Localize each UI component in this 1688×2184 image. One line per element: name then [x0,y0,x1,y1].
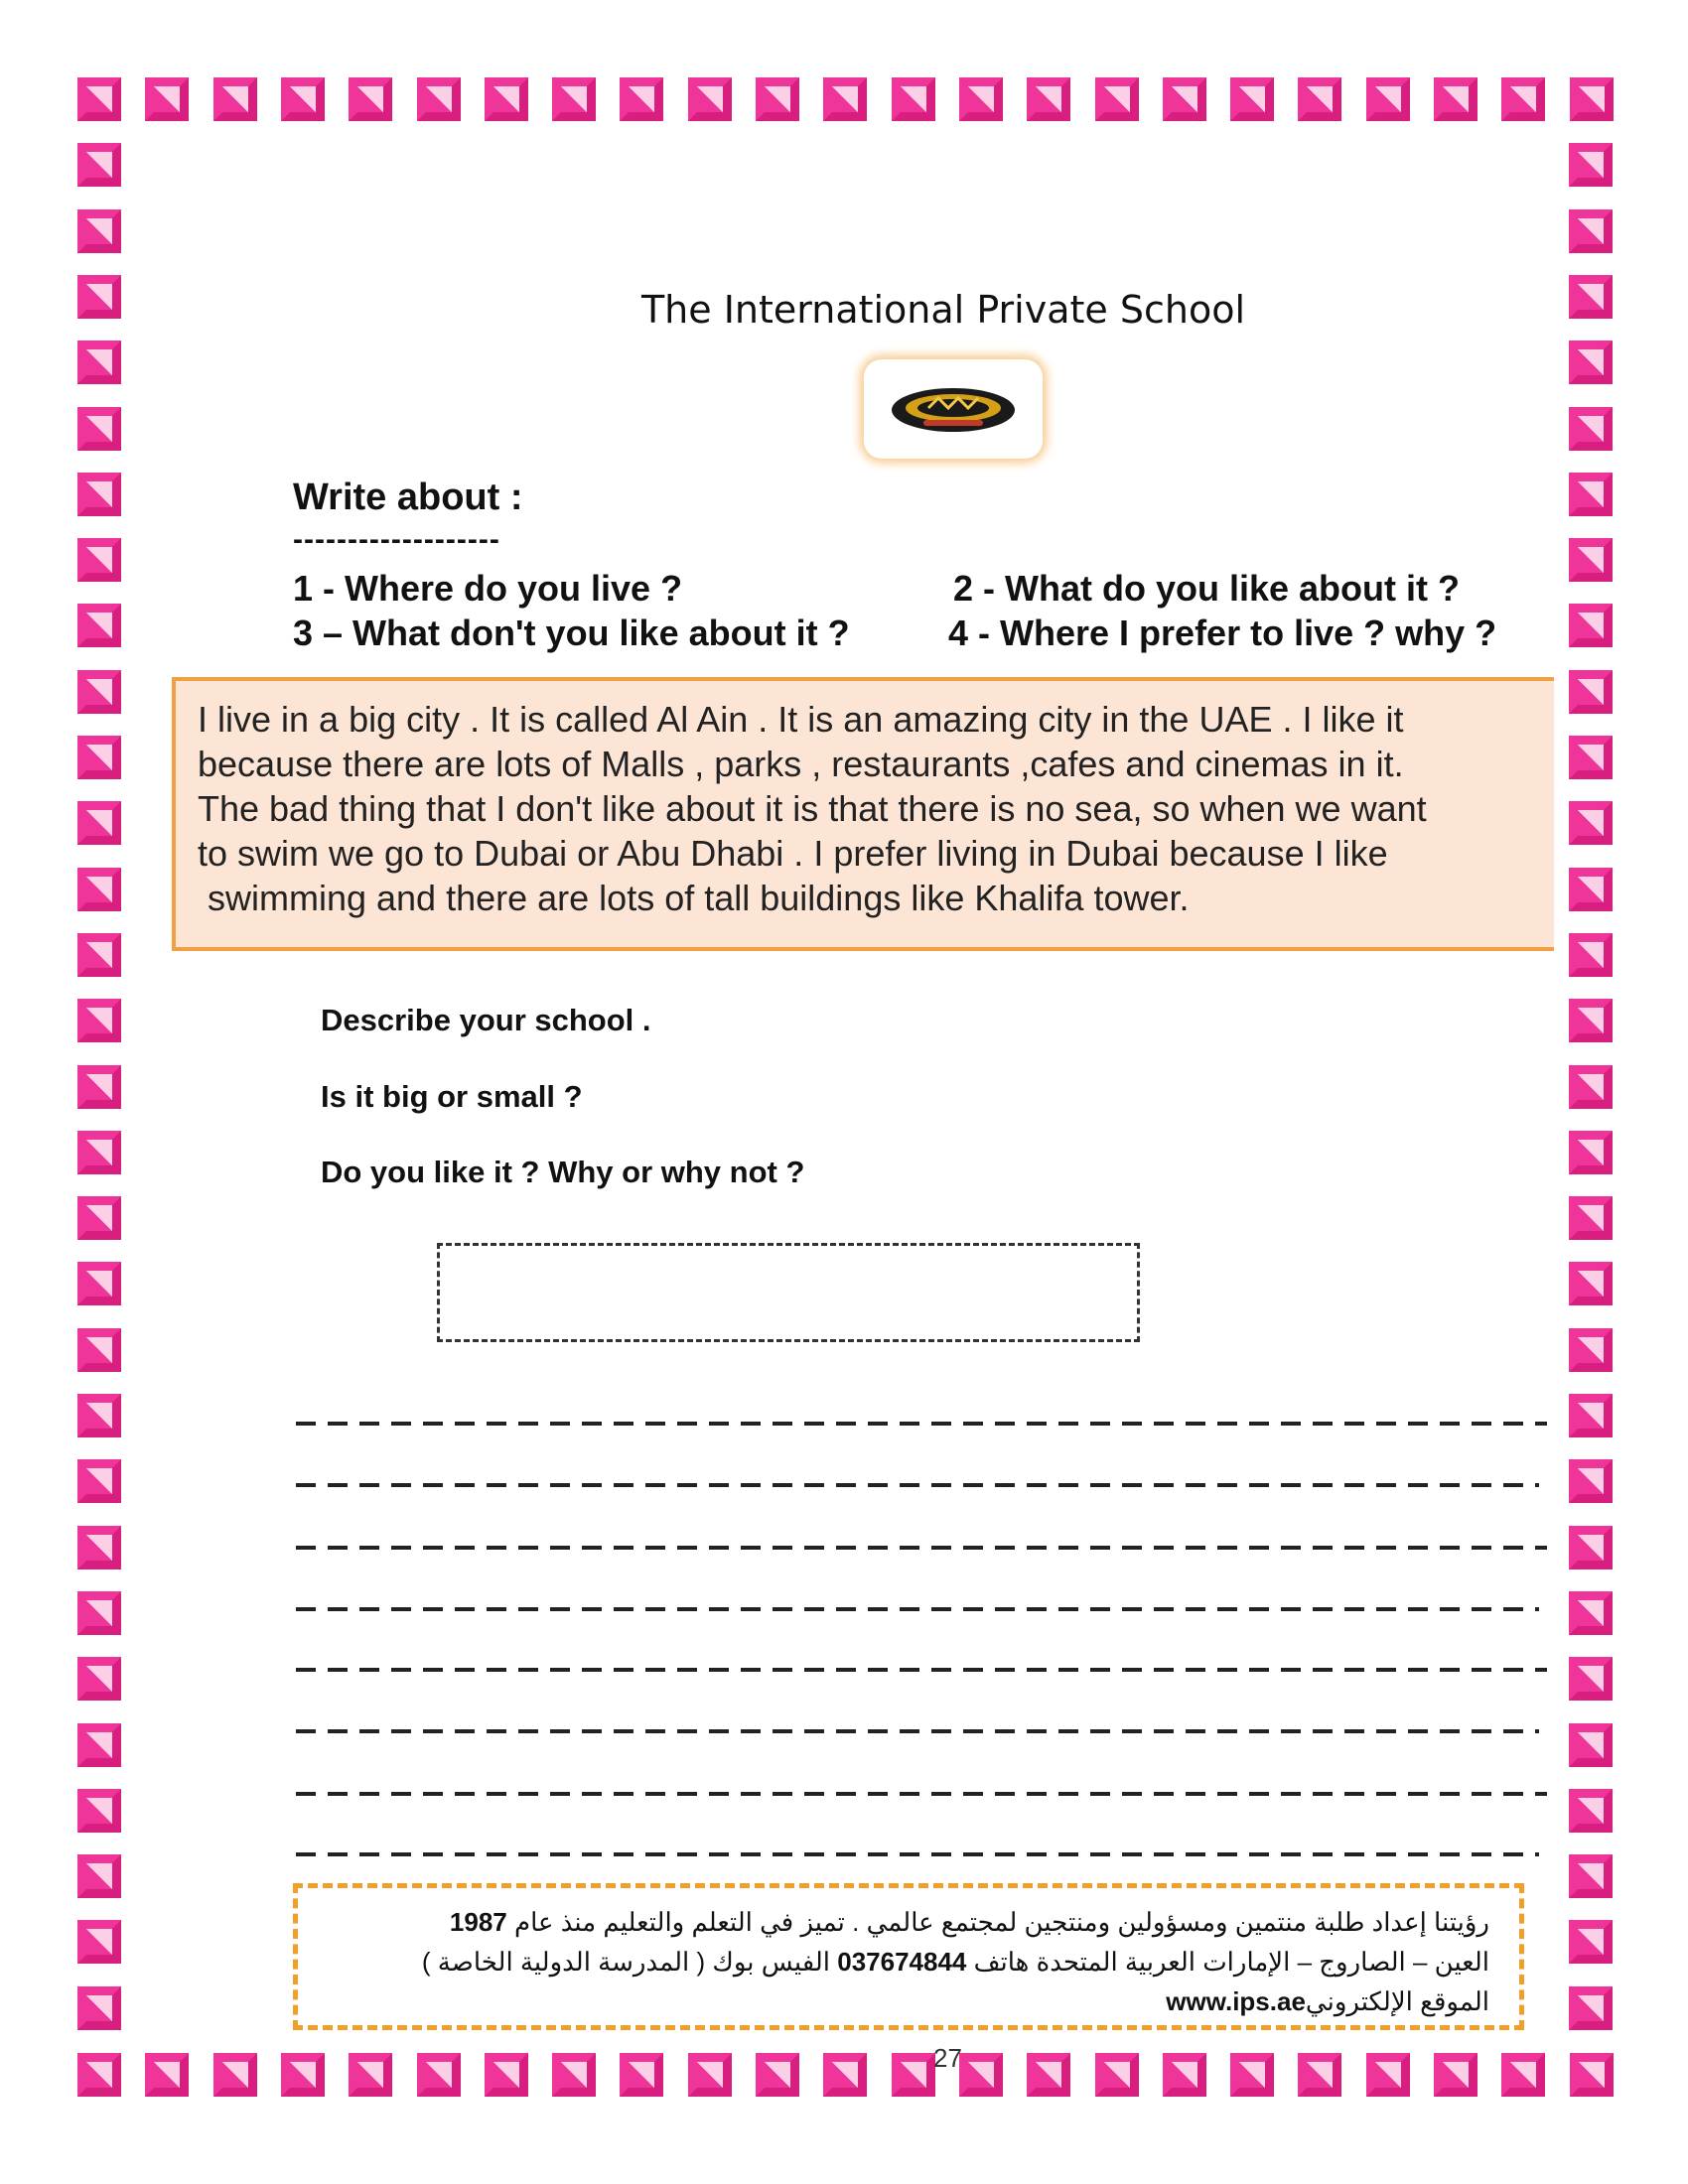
border-tile-icon [485,2053,528,2097]
border-tile-icon [1569,1591,1613,1635]
answer-line: because there are lots of Malls , parks , restaurants ,cafes and cinemas in it. [198,744,1404,784]
border-tile-icon [1163,77,1206,121]
border-tile-icon [77,999,121,1042]
border-tile-icon [77,1394,121,1437]
border-tile-icon [1569,1723,1613,1767]
question-1: 1 - Where do you live ? [293,568,683,609]
footer-address: العين – الصاروج – الإمارات العربية المتحدة هاتف [973,1947,1489,1977]
border-tile-icon [1569,1526,1613,1570]
border-tile-icon [77,209,121,253]
footer-website [318,1981,1489,2021]
border-tile-icon [77,407,121,451]
border-tile-icon [1569,407,1613,451]
border-tile-icon [281,2053,325,2097]
writing-line[interactable] [296,1422,1547,1426]
footer-year: 1987 [449,1907,507,1937]
border-tile-icon [688,2053,732,2097]
border-tile-icon [77,604,121,647]
border-tile-icon [1569,275,1613,319]
border-tile-icon [77,341,121,384]
border-tile-icon [349,77,392,121]
border-tile-icon [417,77,461,121]
writing-line[interactable] [296,1483,1539,1487]
border-tile-icon [77,1986,121,2030]
border-tile-icon [485,77,528,121]
border-tile-icon [1569,1986,1613,2030]
border-tile-icon [281,77,325,121]
border-tile-icon [77,1131,121,1174]
border-tile-icon [620,77,663,121]
border-tile-icon [77,1262,121,1305]
footer-contact [318,1942,1489,1981]
border-tile-icon [1366,77,1410,121]
answer-line: swimming and there are lots of tall buildings like Khalifa tower. [198,878,1190,918]
border-tile-icon [1570,77,1614,121]
border-tile-icon [145,77,189,121]
border-tile-icon [552,2053,596,2097]
border-tile-icon [892,2053,935,2097]
border-tile-icon [1569,473,1613,516]
border-tile-icon [77,868,121,911]
border-tile-icon [959,2053,1003,2097]
question-2: 2 - What do you like about it ? [953,568,1460,609]
border-tile-icon [77,1657,121,1701]
writing-line[interactable] [296,1729,1539,1733]
writing-line[interactable] [296,1852,1539,1856]
border-tile-icon [1570,2053,1614,2097]
prompt-big-or-small: Is it big or small ? [321,1079,583,1114]
answer-line: The bad thing that I don't like about it is that there is no sea, so when we want [198,788,1427,829]
border-tile-icon [1230,77,1274,121]
border-tile-icon [1569,209,1613,253]
border-tile-icon [1569,1262,1613,1305]
border-tile-icon [77,736,121,779]
border-tile-icon [77,670,121,714]
answer-box [172,677,1554,951]
writing-line[interactable] [296,1792,1547,1796]
border-tile-icon [1230,2053,1274,2097]
school-logo [864,359,1043,459]
border-tile-icon [1569,1328,1613,1372]
answer-text [198,697,1558,920]
border-tile-icon [77,2053,121,2097]
border-tile-icon [213,2053,257,2097]
border-tile-icon [1569,999,1613,1042]
border-tile-icon [77,275,121,319]
footer-vision-text: رؤيتنا إعداد طلبة منتمين ومسؤولين ومنتجين لمجتمع عالمي . تميز في التعلم والتعليم منذ عام [513,1907,1489,1937]
prompt-like-it: Do you like it ? Why or why not ? [321,1155,805,1189]
border-tile-icon [1569,1131,1613,1174]
footer-website-label: الموقع الإلكتروني [1305,1986,1489,2016]
border-tile-icon [1569,341,1613,384]
border-tile-icon [1569,670,1613,714]
border-tile-icon [77,473,121,516]
border-tile-icon [145,2053,189,2097]
border-tile-icon [1501,77,1545,121]
border-tile-icon [620,2053,663,2097]
heading-underline: ------------------- [293,523,500,556]
border-tile-icon [1569,1394,1613,1437]
border-tile-icon [1027,77,1070,121]
border-tile-icon [1569,868,1613,911]
border-tile-icon [688,77,732,121]
border-tile-icon [1569,1789,1613,1833]
border-tile-icon [77,1920,121,1964]
border-tile-icon [1569,1065,1613,1109]
page-number: 27 [933,2043,962,2073]
border-tile-icon [552,77,596,121]
footer-text [318,1902,1489,2021]
border-tile-icon [1434,2053,1477,2097]
border-tile-icon [77,77,121,121]
border-tile-icon [417,2053,461,2097]
border-tile-icon [1569,1196,1613,1240]
border-tile-icon [1298,77,1341,121]
border-tile-icon [77,538,121,582]
question-4: 4 - Where I prefer to live ? why ? [948,613,1497,653]
writing-line[interactable] [296,1546,1547,1550]
border-tile-icon [77,1591,121,1635]
border-tile-icon [892,77,935,121]
border-tile-icon [1569,1459,1613,1503]
border-tile-icon [756,77,799,121]
border-tile-icon [77,143,121,187]
footer-facebook: الفيس بوك ( المدرسة الدولية الخاصة ) [421,1947,830,1977]
border-tile-icon [823,2053,867,2097]
border-tile-icon [77,1196,121,1240]
border-tile-icon [1027,2053,1070,2097]
dashed-drawing-box[interactable] [437,1243,1140,1342]
border-tile-icon [77,1723,121,1767]
border-tile-icon [1095,2053,1139,2097]
border-tile-icon [1163,2053,1206,2097]
border-tile-icon [1434,77,1477,121]
border-tile-icon [1501,2053,1545,2097]
border-tile-icon [823,77,867,121]
border-tile-icon [213,77,257,121]
answer-line: I live in a big city . It is called Al Ain . It is an amazing city in the UAE . I like it [198,699,1404,740]
border-tile-icon [1366,2053,1410,2097]
question-3: 3 – What don't you like about it ? [293,613,850,653]
border-tile-icon [1569,736,1613,779]
prompt-describe-school: Describe your school . [321,1003,651,1037]
crest-icon [889,384,1018,436]
border-tile-icon [349,2053,392,2097]
border-tile-icon [77,801,121,845]
border-tile-icon [756,2053,799,2097]
border-tile-icon [77,1065,121,1109]
border-tile-icon [1095,77,1139,121]
border-tile-icon [1569,604,1613,647]
border-tile-icon [1569,1920,1613,1964]
border-tile-icon [959,77,1003,121]
answer-line: to swim we go to Dubai or Abu Dhabi . I prefer living in Dubai because I like [198,833,1388,874]
border-tile-icon [1298,2053,1341,2097]
border-tile-icon [77,1459,121,1503]
border-tile-icon [1569,801,1613,845]
footer-box [293,1883,1524,2030]
border-tile-icon [1569,143,1613,187]
footer-website-link[interactable]: www.ips.ae [1166,1986,1306,2016]
footer-phone: 037674844 [837,1947,967,1977]
border-tile-icon [77,933,121,977]
border-tile-icon [1569,933,1613,977]
border-tile-icon [1569,1657,1613,1701]
border-tile-icon [77,1789,121,1833]
writing-line[interactable] [296,1668,1547,1672]
footer-vision [318,1902,1489,1942]
write-about-heading: Write about : [293,477,523,518]
border-tile-icon [77,1328,121,1372]
border-tile-icon [1569,538,1613,582]
border-tile-icon [77,1854,121,1898]
border-tile-icon [1569,1854,1613,1898]
writing-line[interactable] [296,1607,1539,1611]
school-title: The International Private School [640,288,1246,332]
border-tile-icon [77,1526,121,1570]
